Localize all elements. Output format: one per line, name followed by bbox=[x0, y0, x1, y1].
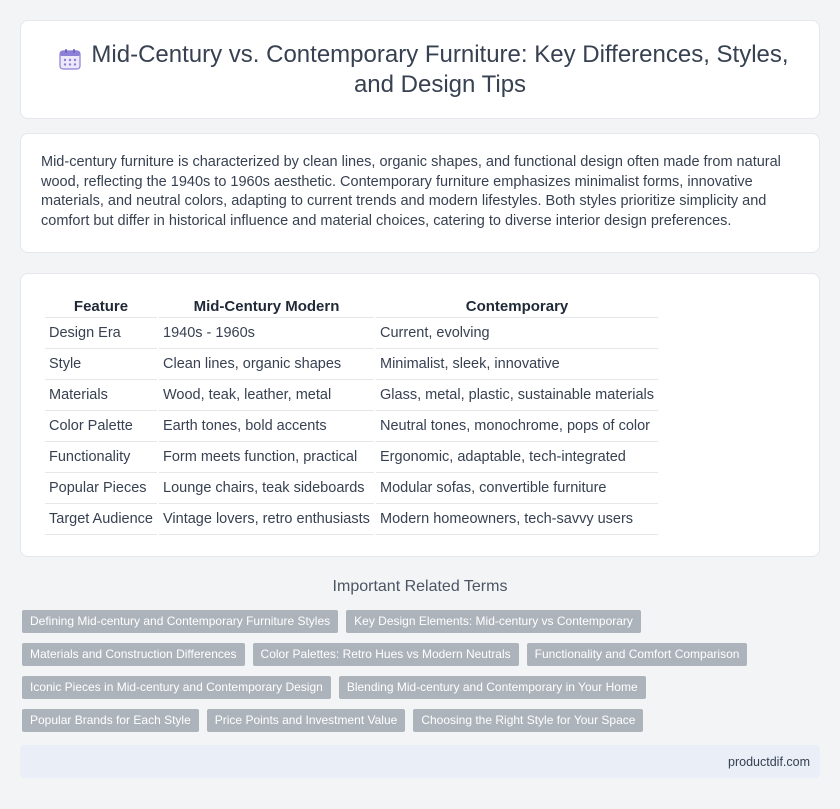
table-cell: Minimalist, sleek, innovative bbox=[376, 349, 658, 380]
related-term-tag[interactable]: Key Design Elements: Mid-century vs Contemporary bbox=[346, 610, 641, 633]
header-card bbox=[20, 20, 820, 119]
header-feature: Feature bbox=[45, 294, 157, 318]
table-cell: Style bbox=[45, 349, 157, 380]
related-term-tag[interactable]: Materials and Construction Differences bbox=[22, 643, 245, 666]
comparison-table bbox=[43, 294, 660, 535]
page-title: Mid-Century vs. Contemporary Furniture: Key Differences, Styles, and Design Tips bbox=[91, 40, 789, 98]
table-cell: Design Era bbox=[45, 318, 157, 349]
table-header-row bbox=[45, 294, 658, 318]
table-cell: Ergonomic, adaptable, tech-integrated bbox=[376, 442, 658, 473]
table-cell: Lounge chairs, teak sideboards bbox=[159, 473, 374, 504]
table-cell: Clean lines, organic shapes bbox=[159, 349, 374, 380]
table-cell: Target Audience bbox=[45, 504, 157, 535]
header-mid-century: Mid-Century Modern bbox=[159, 294, 374, 318]
intro-paragraph: Mid-century furniture is characterized by clean lines, organic shapes, and functional design often made from natural wood, reflecting the 1940s to 1960s aesthetic. Contemporary furniture emphasizes minimalist forms, innovative materials, and neutral colors, adapting to current trends and modern lifestyles. Both styles prioritize simplicity and comfort but differ in historical influence and material choices, catering to diverse interior design preferences. bbox=[41, 154, 781, 229]
table-cell: Popular Pieces bbox=[45, 473, 157, 504]
footer bbox=[20, 745, 820, 778]
table-cell: Form meets function, practical bbox=[159, 442, 374, 473]
table-row bbox=[45, 318, 658, 349]
table-cell: Current, evolving bbox=[376, 318, 658, 349]
related-terms-list bbox=[22, 610, 762, 732]
table-cell: Color Palette bbox=[45, 411, 157, 442]
table-row bbox=[45, 442, 658, 473]
table-cell: Functionality bbox=[45, 442, 157, 473]
table-cell: Modular sofas, convertible furniture bbox=[376, 473, 658, 504]
header-contemporary: Contemporary bbox=[376, 294, 658, 318]
related-term-tag[interactable]: Choosing the Right Style for Your Space bbox=[413, 709, 643, 732]
related-term-tag[interactable]: Price Points and Investment Value bbox=[207, 709, 406, 732]
related-term-tag[interactable]: Defining Mid-century and Contemporary Furniture Styles bbox=[22, 610, 338, 633]
table-row bbox=[45, 349, 658, 380]
table-row bbox=[45, 504, 658, 535]
comparison-table-card bbox=[20, 273, 820, 557]
related-term-tag[interactable]: Color Palettes: Retro Hues vs Modern Neutrals bbox=[253, 643, 519, 666]
table-cell: Materials bbox=[45, 380, 157, 411]
intro-card bbox=[20, 133, 820, 253]
footer-site-name[interactable]: productdif.com bbox=[728, 754, 810, 769]
table-cell: Glass, metal, plastic, sustainable materials bbox=[376, 380, 658, 411]
table-row bbox=[45, 411, 658, 442]
table-cell: Modern homeowners, tech-savvy users bbox=[376, 504, 658, 535]
related-terms-title: Important Related Terms bbox=[332, 578, 508, 595]
related-term-tag[interactable]: Iconic Pieces in Mid-century and Contemporary Design bbox=[22, 676, 331, 699]
table-row bbox=[45, 380, 658, 411]
table-cell: Earth tones, bold accents bbox=[159, 411, 374, 442]
related-term-tag[interactable]: Popular Brands for Each Style bbox=[22, 709, 199, 732]
title-wrap bbox=[21, 21, 819, 118]
related-term-tag[interactable]: Blending Mid-century and Contemporary in Your Home bbox=[339, 676, 646, 699]
table-cell: Wood, teak, leather, metal bbox=[159, 380, 374, 411]
related-term-tag[interactable]: Functionality and Comfort Comparison bbox=[527, 643, 748, 666]
table-cell: Vintage lovers, retro enthusiasts bbox=[159, 504, 374, 535]
table-cell: 1940s - 1960s bbox=[159, 318, 374, 349]
table-cell: Neutral tones, monochrome, pops of color bbox=[376, 411, 658, 442]
table-row bbox=[45, 473, 658, 504]
